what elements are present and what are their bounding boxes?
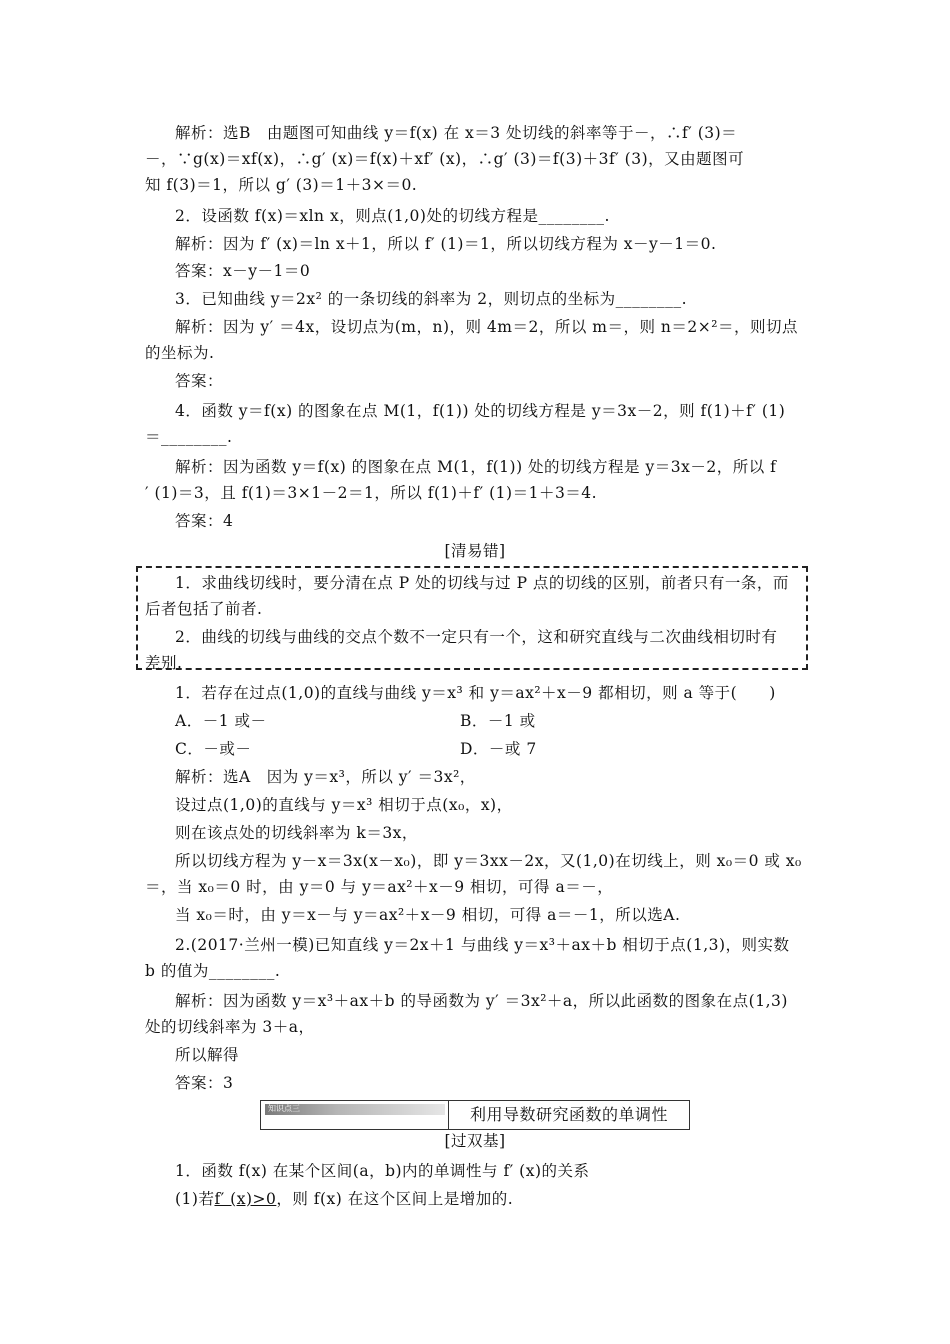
text-line: 处的切线斜率为 3＋a， xyxy=(145,1018,315,1036)
text-line: 2．设函数 f(x)＝xln x，则点(1,0)处的切线方程是________. xyxy=(175,207,610,225)
text-line: 4．函数 y＝f(x) 的图象在点 M(1，f(1)) 处的切线方程是 y＝3x－2，则 f(1)＋f′ (1) xyxy=(175,402,786,420)
text-line: 设过点(1,0)的直线与 y＝x³ 相切于点(x₀，x)， xyxy=(175,796,513,814)
text-line: 3．已知曲线 y＝2x² 的一条切线的斜率为 2，则切点的坐标为________. xyxy=(175,290,688,308)
text-line: 解析：选B 由题图可知曲线 y＝f(x) 在 x＝3 处切线的斜率等于－，∴f′ (3)＝ xyxy=(175,124,738,142)
answer-line: 答案：x－y－1＝0 xyxy=(175,262,311,280)
answer-line: 答案： xyxy=(175,372,224,390)
text-line: 所以解得 xyxy=(175,1046,240,1064)
text-line: 解析：因为函数 y＝x³＋ax＋b 的导函数为 y′ ＝3x²＋a，所以此函数的图象在点(1,3) xyxy=(175,992,788,1010)
text-line: 1．求曲线切线时，要分清在点 P 处的切线与过 P 点的切线的区别，前者只有一条，而 xyxy=(175,574,789,592)
banner-tag-label: 知识点三 xyxy=(268,1104,300,1113)
text-line: 解析：因为 f′ (x)＝ln x＋1，所以 f′ (1)＝1，所以切线方程为 x－y－1＝0. xyxy=(175,235,717,253)
text-line: ′ (1)＝3，且 f(1)＝3×1－2＝1，所以 f(1)＋f′ (1)＝1＋3＝4. xyxy=(145,484,598,502)
answer-line: 答案：4 xyxy=(175,512,234,530)
underlined-term: f′ (x)>0 xyxy=(214,1190,277,1208)
text-line: 的坐标为. xyxy=(145,344,215,362)
option-a: A．－1 或－ xyxy=(175,712,267,730)
answer-line: 答案：3 xyxy=(175,1074,234,1092)
option-c: C．－或－ xyxy=(175,740,252,758)
text-fragment: ，则 f(x) 在这个区间上是增加的. xyxy=(276,1190,514,1208)
banner-tag xyxy=(265,1104,445,1115)
text-line: b 的值为________. xyxy=(145,962,281,980)
text-line: 差别. xyxy=(145,654,183,672)
text-line: 1．函数 f(x) 在某个区间(a，b)内的单调性与 f′ (x)的关系 xyxy=(175,1162,590,1180)
text-line: －，∵g(x)＝xf(x)，∴g′ (x)＝f(x)＋xf′ (x)，∴g′ (3)＝f(3)＋3f′ (3)，又由题图可 xyxy=(145,150,745,168)
section-heading: [过双基] xyxy=(444,1132,506,1150)
text-line: 2.(2017·兰州一模)已知直线 y＝2x＋1 与曲线 y＝x³＋ax＋b 相切于点(1,3)，则实数 xyxy=(175,936,790,954)
option-b: B．－1 或 xyxy=(460,712,536,730)
text-line: 则在该点处的切线斜率为 k＝3x， xyxy=(175,824,418,842)
text-line: 当 x₀＝时，由 y＝x－与 y＝ax²＋x－9 相切，可得 a＝－1，所以选A. xyxy=(175,906,681,924)
text-line: 后者包括了前者. xyxy=(145,600,263,618)
text-line: ＝，当 x₀＝0 时，由 y＝0 与 y＝ax²＋x－9 相切，可得 a＝－， xyxy=(145,878,614,896)
section-heading: [清易错] xyxy=(444,542,506,560)
option-d: D．－或 7 xyxy=(460,740,537,758)
section-banner xyxy=(260,1100,690,1130)
text-line: ＝________. xyxy=(145,428,233,446)
text-line xyxy=(175,1188,513,1210)
text-line: 解析：因为 y′ ＝4x，设切点为(m，n)，则 4m＝2，所以 m＝，则 n＝2×²＝，则切点 xyxy=(175,318,798,336)
text-line: 1．若存在过点(1,0)的直线与曲线 y＝x³ 和 y＝ax²＋x－9 都相切，则 a 等于( ) xyxy=(175,684,776,702)
text-line: 知 f(3)＝1，所以 g′ (3)＝1＋3×＝0. xyxy=(145,176,418,194)
text-fragment: (1)若 xyxy=(175,1190,215,1208)
text-line: 2．曲线的切线与曲线的交点个数不一定只有一个，这和研究直线与二次曲线相切时有 xyxy=(175,628,778,646)
text-line: 所以切线方程为 y－x＝3x(x－x₀)，即 y＝3xx－2x，又(1,0)在切线上，则 x₀＝0 或 x₀ xyxy=(175,852,802,870)
text-line: 解析：选A 因为 y＝x³，所以 y′ ＝3x²， xyxy=(175,768,476,786)
text-line: 解析：因为函数 y＝f(x) 的图象在点 M(1，f(1)) 处的切线方程是 y＝3x－2，所以 f xyxy=(175,458,777,476)
banner-title: 利用导数研究函数的单调性 xyxy=(469,1105,668,1124)
